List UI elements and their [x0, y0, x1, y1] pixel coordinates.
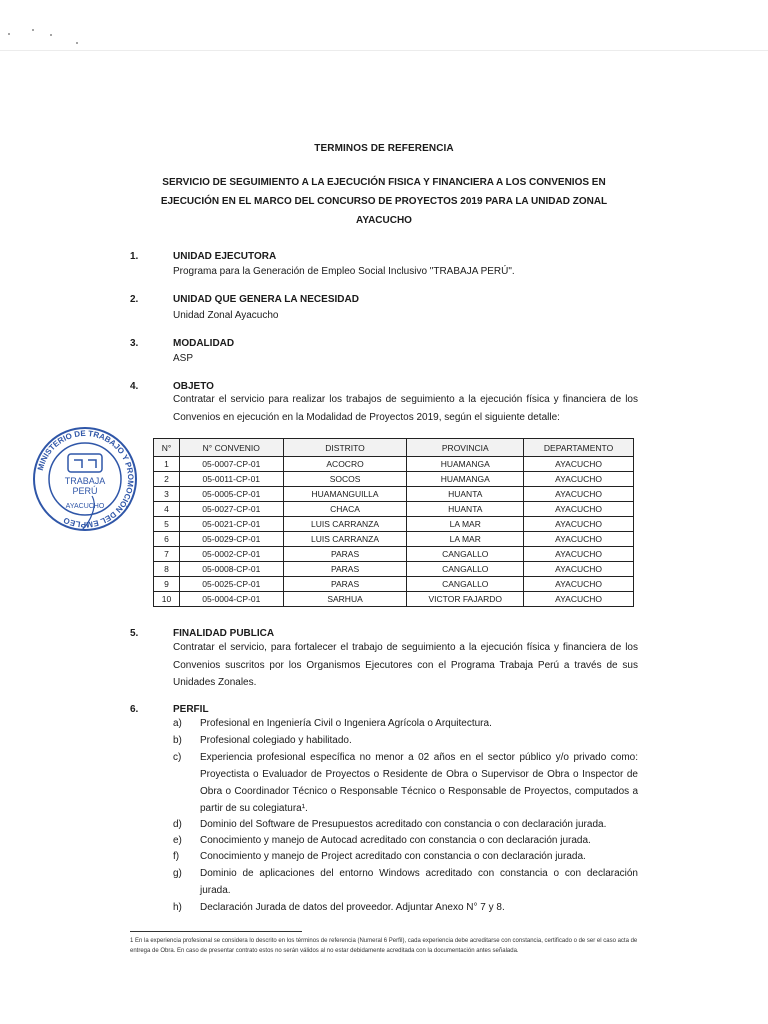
table-cell: 9 — [154, 577, 180, 592]
section-body: ASP — [173, 353, 194, 364]
column-header: PROVINCIA — [407, 439, 524, 457]
perfil-text: Profesional en Ingeniería Civil o Ingeniera Agrícola o Arquitectura. — [200, 718, 492, 729]
table-row — [154, 592, 634, 607]
section-heading: UNIDAD EJECUTORA — [173, 251, 277, 262]
scan-speck — [8, 33, 10, 35]
table-cell: 2 — [154, 472, 180, 487]
stamp-inner-bottom: AYACUCHO — [65, 503, 105, 510]
column-header: N° CONVENIO — [179, 439, 283, 457]
table-cell: HUANTA — [407, 487, 524, 502]
section-heading: MODALIDAD — [173, 338, 235, 349]
table-row — [154, 472, 634, 487]
table-cell: AYACUCHO — [524, 517, 634, 532]
table-cell: ACOCRO — [283, 457, 407, 472]
table-cell: LA MAR — [407, 517, 524, 532]
table-cell: 05-0021-CP-01 — [179, 517, 283, 532]
table-cell: 10 — [154, 592, 180, 607]
perfil-text: Experiencia profesional específica no menor a 02 años en el sector público y/o privado como: Proyectista o Evaluador de Proyectos o Residente de Obra o Supervisor de Obra o Inspector de Obra o Coordinador Técnico o Responsable Técnico o Responsable de Proyectos, computados a partir de su colegiatura¹. — [200, 752, 638, 814]
table-cell: LUIS CARRANZA — [283, 532, 407, 547]
table-cell: CANGALLO — [407, 562, 524, 577]
scan-speck — [50, 34, 52, 36]
stamp-inner-mid: PERÚ — [72, 486, 98, 496]
section-heading: FINALIDAD PUBLICA — [173, 628, 275, 639]
perfil-letter: b) — [173, 735, 182, 746]
table-cell: HUAMANGA — [407, 457, 524, 472]
table-header-row — [154, 439, 634, 457]
section-number: 3. — [130, 338, 139, 349]
column-header: DISTRITO — [283, 439, 407, 457]
section-heading: PERFIL — [173, 704, 209, 715]
table-cell: 05-0025-CP-01 — [179, 577, 283, 592]
perfil-text: Profesional colegiado y habilitado. — [200, 735, 352, 746]
table-row — [154, 577, 634, 592]
table-row — [154, 502, 634, 517]
table-cell: 4 — [154, 502, 180, 517]
table-cell: CHACA — [283, 502, 407, 517]
perfil-text: Dominio del Software de Presupuestos acreditado con constancia o con declaración jurada. — [200, 819, 607, 830]
table-row — [154, 562, 634, 577]
perfil-text: Declaración Jurada de datos del proveedor. Adjuntar Anexo N° 7 y 8. — [200, 902, 505, 913]
section-number: 6. — [130, 704, 139, 715]
table-cell: 05-0008-CP-01 — [179, 562, 283, 577]
document-title: TERMINOS DE REFERENCIA — [314, 143, 454, 154]
section-body: Programa para la Generación de Empleo Social Inclusivo "TRABAJA PERÚ". — [173, 266, 515, 277]
table-cell: SOCOS — [283, 472, 407, 487]
table-cell: AYACUCHO — [524, 457, 634, 472]
section-number: 2. — [130, 294, 139, 305]
table-cell: AYACUCHO — [524, 502, 634, 517]
section-body: Contratar el servicio, para fortalecer el trabajo de seguimiento a la ejecución física y financiera de los Convenios suscritos por los Organismos Ejecutores con el Programa Trabaja Perú a través de sus Unidades Zonales. — [173, 642, 638, 688]
table-row — [154, 457, 634, 472]
column-header: N° — [154, 439, 180, 457]
column-header: DEPARTAMENTO — [524, 439, 634, 457]
table-cell: HUAMANGA — [407, 472, 524, 487]
perfil-letter: g) — [173, 868, 182, 879]
footnote-divider — [130, 931, 302, 932]
table-cell: AYACUCHO — [524, 547, 634, 562]
perfil-letter: f) — [173, 851, 180, 862]
table-cell: AYACUCHO — [524, 562, 634, 577]
section-number: 4. — [130, 381, 139, 392]
table-cell: 05-0005-CP-01 — [179, 487, 283, 502]
table-cell: PARAS — [283, 577, 407, 592]
table-cell: LUIS CARRANZA — [283, 517, 407, 532]
section-number: 1. — [130, 251, 139, 262]
perfil-letter: e) — [173, 835, 182, 846]
table-cell: SARHUA — [283, 592, 407, 607]
perfil-text: Conocimiento y manejo de Autocad acreditado con constancia o con declaración jurada. — [200, 835, 591, 846]
table-cell: 1 — [154, 457, 180, 472]
table-row — [154, 487, 634, 502]
table-cell: VICTOR FAJARDO — [407, 592, 524, 607]
footnote: 1 En la experiencia profesional se considera lo descrito en los términos de referencia (Numeral 6 Perfil), cada experiencia debe acreditarse con constancia, certificado o de ser el caso acta de entrega de Obra. En caso de presentar contrato estos no serán válidos al no estar debidamente acreditada con la documentación antes señalada. — [130, 938, 638, 954]
table-cell: 05-0029-CP-01 — [179, 532, 283, 547]
table-cell: HUANTA — [407, 502, 524, 517]
table-cell: HUAMANGUILLA — [283, 487, 407, 502]
table-cell: 05-0011-CP-01 — [179, 472, 283, 487]
table-cell: 7 — [154, 547, 180, 562]
table-cell: AYACUCHO — [524, 487, 634, 502]
table-cell: CANGALLO — [407, 577, 524, 592]
table-cell: AYACUCHO — [524, 592, 634, 607]
table-cell: AYACUCHO — [524, 472, 634, 487]
table-row — [154, 532, 634, 547]
table-cell: CANGALLO — [407, 547, 524, 562]
perfil-letter: d) — [173, 819, 182, 830]
table-cell: LA MAR — [407, 532, 524, 547]
table-cell: 05-0027-CP-01 — [179, 502, 283, 517]
convenios-table — [153, 438, 634, 607]
table-cell: AYACUCHO — [524, 577, 634, 592]
perfil-text: Conocimiento y manejo de Project acreditado con constancia o con declaración jurada. — [200, 851, 586, 862]
section-number: 5. — [130, 628, 139, 639]
document-subtitle: SERVICIO DE SEGUIMIENTO A LA EJECUCIÓN FISICA Y FINANCIERA A LOS CONVENIOS EN EJECUCIÓN EN EL MARCO DEL CONCURSO DE PROYECTOS 2019 PARA LA UNIDAD ZONAL AYACUCHO — [160, 177, 608, 226]
ministry-stamp — [30, 424, 140, 534]
table-cell: 05-0004-CP-01 — [179, 592, 283, 607]
table-cell: 6 — [154, 532, 180, 547]
section-body: Contratar el servicio para realizar los trabajos de seguimiento a la ejecución física y financiera de los Convenios en ejecución en la Modalidad de Proyectos 2019, según el siguiente detalle: — [173, 394, 638, 423]
scan-edge-line — [0, 50, 768, 51]
scan-speck — [76, 42, 78, 44]
perfil-letter: c) — [173, 752, 182, 763]
stamp-outer-text: MINISTERIO DE TRABAJO Y PROMOCIÓN DEL EMPLEO — [35, 428, 136, 530]
table-row — [154, 517, 634, 532]
table-cell: PARAS — [283, 547, 407, 562]
stamp-inner-top: TRABAJA — [64, 476, 106, 486]
perfil-letter: a) — [173, 718, 182, 729]
table-cell: 05-0007-CP-01 — [179, 457, 283, 472]
table-cell: AYACUCHO — [524, 532, 634, 547]
perfil-text: Dominio de aplicaciones del entorno Windows acreditado con constancia o con declaración jurada. — [200, 868, 638, 896]
section-heading: OBJETO — [173, 381, 214, 392]
section-body: Unidad Zonal Ayacucho — [173, 310, 279, 321]
perfil-letter: h) — [173, 902, 182, 913]
section-heading: UNIDAD QUE GENERA LA NECESIDAD — [173, 294, 359, 305]
table-row — [154, 547, 634, 562]
table-cell: 3 — [154, 487, 180, 502]
table-cell: 8 — [154, 562, 180, 577]
table-cell: 05-0002-CP-01 — [179, 547, 283, 562]
scan-speck — [32, 29, 34, 31]
table-cell: PARAS — [283, 562, 407, 577]
table-cell: 5 — [154, 517, 180, 532]
